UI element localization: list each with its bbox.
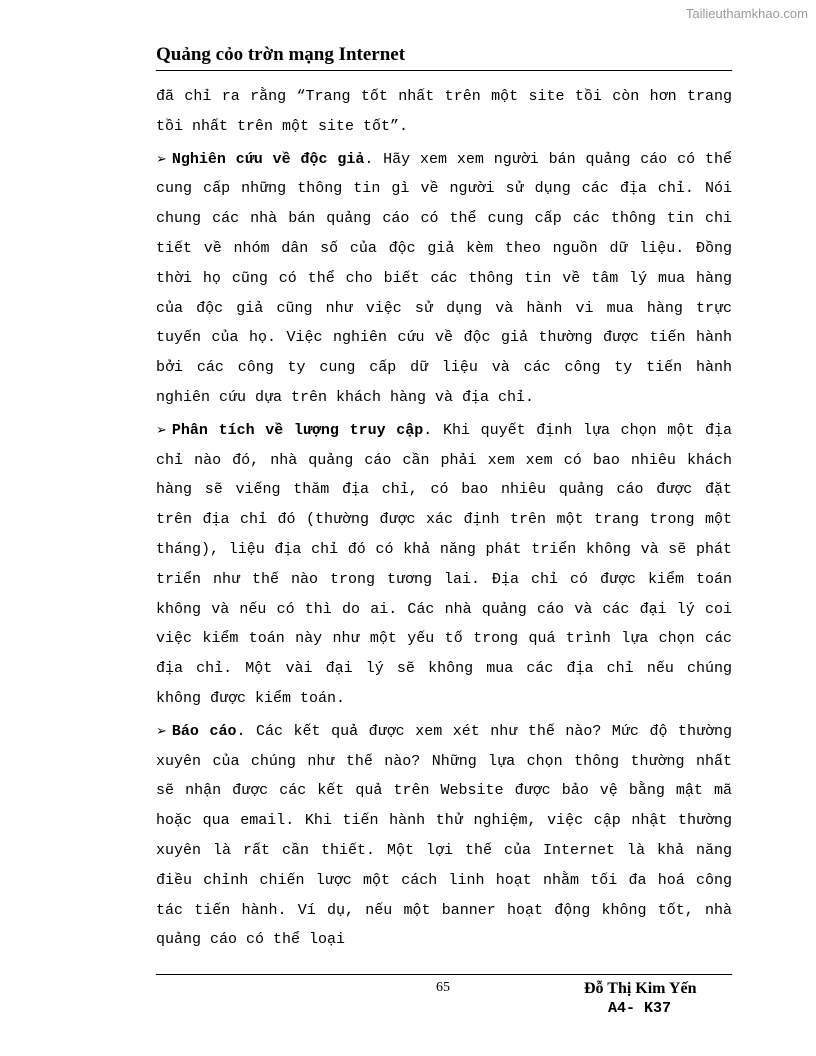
bullet-text: . Hãy xem xem người bán quảng cáo có thể cung cấp những thông tin gì về người sử dụng các địa chỉ. Nói chung các nhà bán quảng cáo có thể cung cấp các thông tin chi tiết về nhóm dân số của độc giả kèm theo nguồn dữ liệu. Đồng thời họ cũng có thể cho biết các thông tin về tâm lý mua hàng của độc giả cũng như việc sử dụng và hành vi mua hàng trực tuyến của họ. Việc nghiên cứu về độc giả thường được tiến hành bởi các công ty cung cấp dữ liệu và các công ty tiến hành nghiên cứu dựa trên khách hàng và địa chỉ. (156, 150, 733, 406)
arrow-bullet-icon: ➢ (156, 723, 167, 739)
page-header-title: Quảng cỏo trờn mạng Internet (156, 44, 406, 65)
author-name: Đỗ Thị Kim Yến (584, 980, 697, 997)
bullet-heading: Báo cáo (171, 722, 237, 740)
bullet-heading: Phân tích về lượng truy cập (171, 421, 424, 439)
footer-divider (156, 974, 732, 975)
bullet-text: . Khi quyết định lựa chọn một địa chỉ nào đó, nhà quảng cáo cần phải xem xem có bao nhiêu khách hàng sẽ viếng thăm địa chỉ, có bao nhiêu quảng cáo được đặt trên địa chỉ đó (thường được xác định trên một trang trong một tháng), liệu địa chỉ đó có khả năng phát triển không và sẽ phát triển như thế nào trong tương lai. Địa chỉ có được kiểm toán không và nếu có thì do ai. Các nhà quảng cáo và các đại lý coi việc kiểm toán này như một yếu tố trong quá trình lựa chọn các địa chỉ. Một vài đại lý sẽ không mua các địa chỉ nếu chúng không được kiểm toán. (156, 421, 732, 707)
intro-paragraph: đã chỉ ra rằng “Trang tốt nhất trên một site tồi còn hơn trang tồi nhất trên một site tốt”. (156, 88, 732, 135)
bullet-text: . Các kết quả được xem xét như thế nào? Mức độ thường xuyên của chúng như thế nào? Những lựa chọn thông thường nhất sẽ nhận được các kết quả trên Website được bảo vệ bằng mật mã hoặc qua email. Khi tiến hành thử nghiệm, việc cập nhật thường xuyên là rất cần thiết. Một lợi thế của Internet là khả năng điều chỉnh chiến lược một cách linh hoạt nhằm tối đa hoá công tác tiến hành. Ví dụ, nếu một banner hoạt động không tốt, nhà quảng cáo có thể loại (156, 722, 733, 949)
bullet-item-traffic-analysis (156, 416, 732, 714)
body-text (156, 82, 732, 955)
arrow-bullet-icon: ➢ (156, 422, 167, 438)
header-divider (156, 70, 732, 71)
watermark: Tailieuthamkhao.com (685, 6, 808, 21)
class-code: A4- K37 (608, 1000, 672, 1017)
page-number: 65 (436, 980, 450, 995)
arrow-bullet-icon: ➢ (156, 151, 167, 167)
bullet-item-reporting (156, 717, 732, 955)
bullet-heading: Nghiên cứu về độc giả (171, 150, 365, 168)
bullet-item-reader-research (156, 145, 732, 413)
